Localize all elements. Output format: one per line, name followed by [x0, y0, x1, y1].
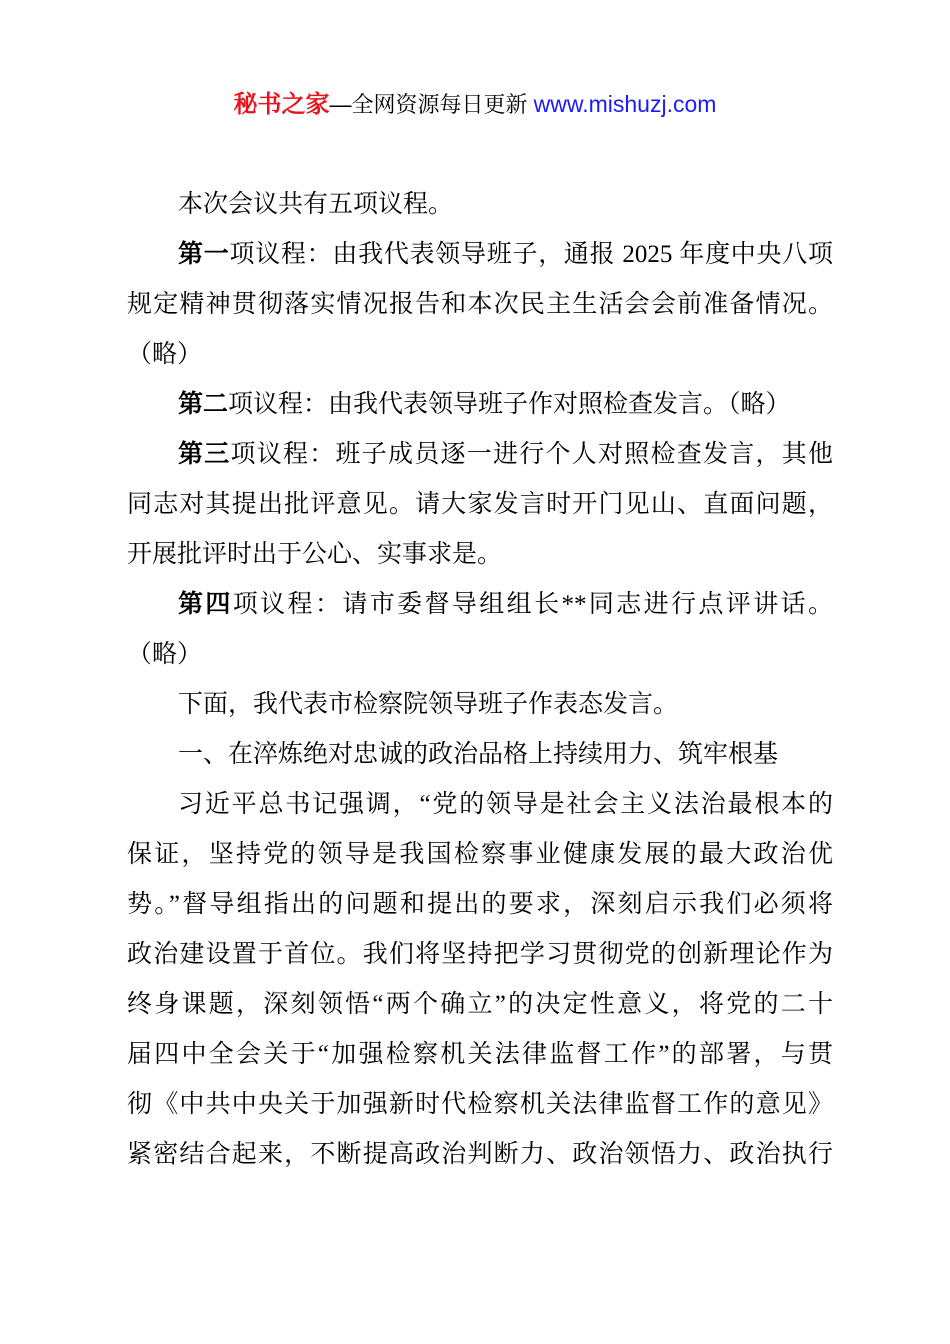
watermark-header: [0, 86, 950, 123]
line-text: 同志对其提出批评意见。请大家发言时开门见山、直面问题，: [127, 491, 833, 518]
line-text: 紧密结合起来，不断提高政治判断力、政治领悟力、政治执行: [127, 1141, 833, 1168]
document-body: [127, 180, 833, 1180]
line-text: 下面，我代表市检察院领导班子作表态发言。: [178, 691, 679, 718]
paragraph: [127, 780, 833, 1180]
agenda-item-label: 第二: [178, 391, 229, 418]
text-line: [127, 680, 833, 730]
text-line: [127, 1080, 833, 1130]
paragraph: [127, 580, 833, 680]
brand-name: 秘书之家: [233, 91, 330, 118]
line-text: 一、在淬炼绝对忠诚的政治品格上持续用力、筑牢根基: [178, 741, 779, 768]
text-line: [127, 1130, 833, 1180]
paragraph: [127, 230, 833, 380]
line-text: 项议程：由我代表领导班子，通报 2025 年度中央八项: [229, 241, 833, 268]
paragraph: [127, 730, 833, 780]
text-line: [127, 830, 833, 880]
text-line: [127, 280, 833, 330]
line-text: 项议程：请市委督导组组长**同志进行点评讲话。: [232, 591, 833, 618]
text-line: [127, 930, 833, 980]
line-text: 项议程：班子成员逐一进行个人对照检查发言，其他: [230, 441, 833, 468]
text-line: [127, 430, 833, 480]
line-text: 规定精神贯彻落实情况报告和本次民主生活会会前准备情况。: [127, 291, 833, 318]
text-line: [127, 580, 833, 630]
agenda-item-label: 第一: [178, 241, 230, 268]
text-line: [127, 180, 833, 230]
line-text: 终身课题，深刻领悟“两个确立”的决定性意义，将党的二十: [127, 991, 833, 1018]
paragraph: [127, 180, 833, 230]
line-text: 政治建设置于首位。我们将坚持把学习贯彻党的创新理论作为: [127, 941, 833, 968]
paragraph: [127, 380, 833, 430]
header-url[interactable]: www.mishuzj.com: [533, 91, 717, 117]
text-line: [127, 980, 833, 1030]
header-slogan: —全网资源每日更新: [329, 92, 534, 117]
text-line: [127, 330, 833, 380]
text-line: [127, 1030, 833, 1080]
text-line: [127, 230, 833, 280]
agenda-item-label: 第四: [178, 591, 233, 618]
paragraph: [127, 680, 833, 730]
agenda-item-label: 第三: [178, 441, 231, 468]
line-text: 势。”督导组指出的问题和提出的要求，深刻启示我们必须将: [127, 891, 833, 918]
line-text: 开展批评时出于公心、实事求是。: [127, 541, 503, 568]
line-text: 习近平总书记强调，“党的领导是社会主义法治最根本的: [178, 791, 833, 818]
text-line: [127, 530, 833, 580]
line-text: （略）: [127, 641, 203, 668]
text-line: [127, 780, 833, 830]
text-line: [127, 630, 833, 680]
text-line: [127, 480, 833, 530]
line-text: 本次会议共有五项议程。: [178, 191, 454, 218]
text-line: [127, 880, 833, 930]
line-text: 保证，坚持党的领导是我国检察事业健康发展的最大政治优: [127, 841, 833, 868]
line-text: 项议程：由我代表领导班子作对照检查发言。（略）: [228, 391, 791, 418]
line-text: 届四中全会关于“加强检察机关法律监督工作”的部署，与贯: [127, 1041, 833, 1068]
line-text: （略）: [127, 341, 203, 368]
line-text: 彻《中共中央关于加强新时代检察机关法律监督工作的意见》: [127, 1091, 833, 1118]
paragraph: [127, 430, 833, 580]
text-line: [127, 730, 833, 780]
text-line: [127, 380, 833, 430]
